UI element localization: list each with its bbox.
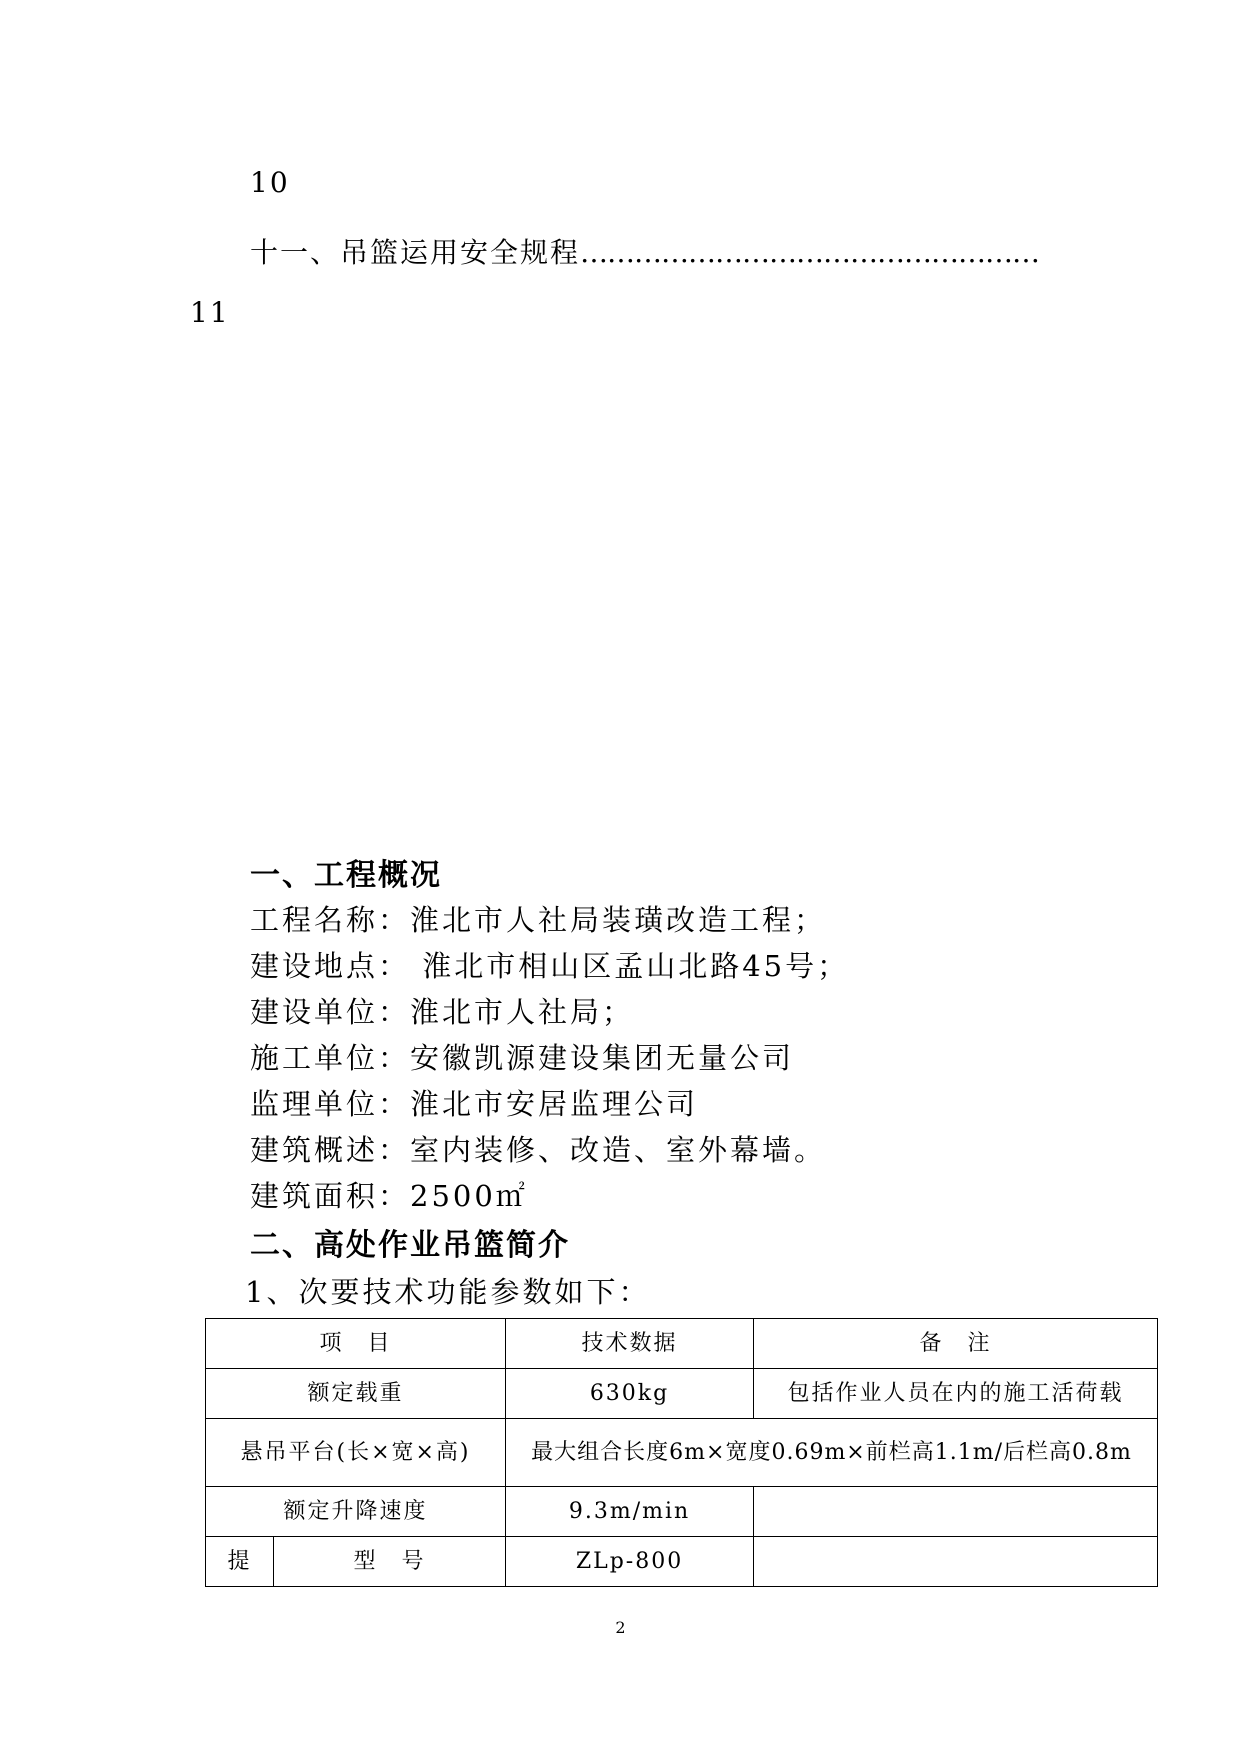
section-heading-gondola-intro: 二、高处作业吊篮简介	[250, 1228, 570, 1263]
project-name-line: 工程名称：淮北市人社局装璜改造工程；	[250, 903, 827, 937]
row-item: 额定载重	[206, 1369, 506, 1419]
owner-unit-line: 建设单位：淮北市人社局；	[250, 995, 635, 1029]
row-data: 9.3m/min	[506, 1487, 754, 1537]
building-overview-line: 建筑概述：室内装修、改造、室外幕墙。	[250, 1133, 827, 1167]
toc-entry-page-number: 11	[190, 296, 230, 329]
row-data: 630kg	[506, 1369, 754, 1419]
row-note	[754, 1537, 1158, 1587]
row-item: 额定升降速度	[206, 1487, 506, 1537]
table-row	[206, 1419, 1158, 1487]
row-note: 包括作业人员在内的施工活荷载	[754, 1369, 1158, 1419]
table-row	[206, 1487, 1158, 1537]
page-number: 2	[615, 1618, 626, 1637]
table-row	[206, 1369, 1158, 1419]
header-item: 项 目	[206, 1319, 506, 1369]
row-item: 悬吊平台(长×宽×高)	[206, 1419, 506, 1487]
section-heading-project-overview: 一、工程概况	[250, 858, 442, 893]
row-item: 型 号	[274, 1537, 506, 1587]
table-row	[206, 1537, 1158, 1587]
row-note	[754, 1487, 1158, 1537]
row-data: ZLp-800	[506, 1537, 754, 1587]
row-data: 最大组合长度6m×宽度0.69m×前栏高1.1m/后栏高0.8m	[506, 1419, 1158, 1487]
construction-site-line: 建设地点： 淮北市相山区孟山北路45号；	[250, 949, 850, 983]
toc-entry-title: 十一、吊篮运用安全规程	[250, 236, 581, 269]
table-header-row	[206, 1319, 1158, 1369]
contractor-line: 施工单位：安徽凯源建设集团无量公司	[250, 1041, 795, 1075]
toc-entry	[250, 231, 1039, 271]
supervisor-line: 监理单位：淮北市安居监理公司	[250, 1087, 699, 1121]
building-area-line: 建筑面积：2500㎡	[250, 1179, 528, 1213]
row-group: 提	[206, 1537, 274, 1587]
header-data: 技术数据	[506, 1319, 754, 1369]
toc-entry-leader: ……………………………………………	[580, 236, 1040, 269]
toc-prev-page-number: 10	[250, 166, 290, 199]
parameters-intro: 1、次要技术功能参数如下：	[245, 1275, 651, 1309]
technical-parameters-table	[205, 1318, 1158, 1587]
header-note: 备 注	[754, 1319, 1158, 1369]
